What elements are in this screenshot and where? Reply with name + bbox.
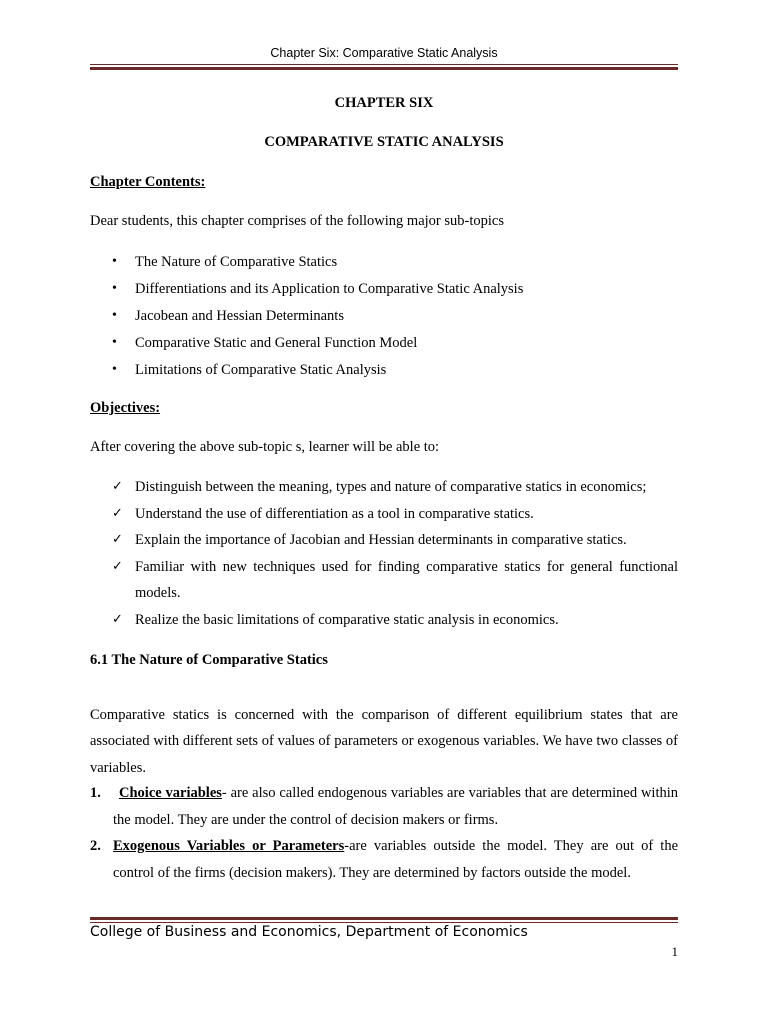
term-definition: - are also called endogenous variables are variables that are determined within the model. They are under the control of decision makers or firms. — [113, 785, 679, 828]
list-item: • Jacobean and Hessian Determinants — [112, 308, 344, 324]
list-item: ✓ Understand the use of differentiation as a tool in comparative statics. — [90, 501, 678, 528]
page-number: 1 — [671, 944, 678, 959]
list-item — [90, 833, 678, 886]
bullet-icon: • — [112, 308, 117, 323]
list-item: ✓ Familiar with new techniques used for finding comparative statics for general functional models. — [90, 554, 678, 607]
list-number: 2. — [90, 838, 101, 854]
list-item: • Differentiations and its Application to Comparative Static Analysis — [112, 281, 524, 297]
list-item — [90, 780, 678, 833]
term-choice-variables: Choice variables — [119, 785, 222, 801]
check-icon: ✓ — [112, 505, 123, 521]
footer-institution: College of Business and Economics, Department of Economics — [90, 924, 528, 940]
header-rule — [90, 64, 678, 70]
check-icon: ✓ — [112, 479, 123, 494]
chapter-title: COMPARATIVE STATIC ANALYSIS — [264, 134, 504, 150]
list-number: 1. — [90, 785, 101, 801]
bullet-icon: • — [112, 362, 117, 377]
footer-rule — [90, 917, 678, 923]
objectives-intro: After covering the above sub-topic s, learner will be able to: — [90, 439, 440, 455]
section-heading: 6.1 The Nature of Comparative Statics — [90, 652, 328, 668]
bullet-icon: • — [112, 335, 117, 350]
check-icon: ✓ — [112, 532, 123, 547]
bullet-icon: • — [112, 254, 117, 269]
section-paragraph: Comparative statics is concerned with the comparison of different equilibrium states that are associated with different sets of values of parameters or exogenous variables. We have two classes of variables. — [90, 706, 678, 776]
contents-list — [90, 252, 678, 387]
objectives-list — [90, 474, 678, 633]
objectives-heading: Objectives: — [90, 400, 161, 416]
term-exogenous-variables: Exogenous Variables or Parameters — [113, 838, 345, 854]
list-item: ✓ Realize the basic limitations of comparative static analysis in economics. — [90, 607, 678, 634]
check-icon: ✓ — [112, 558, 123, 574]
bullet-icon: • — [112, 281, 117, 296]
list-item: • Comparative Static and General Function Model — [112, 335, 418, 351]
list-item: • The Nature of Comparative Statics — [112, 254, 338, 270]
chapter-label: CHAPTER SIX — [334, 95, 434, 111]
variable-classes-list — [90, 780, 678, 886]
term-definition: -are variables outside the model. They are out of the control of the firms (decision makers). They are determined by factors outside the model. — [113, 838, 679, 881]
running-header: Chapter Six: Comparative Static Analysis — [270, 46, 498, 60]
list-item: • Limitations of Comparative Static Analysis — [112, 362, 387, 378]
check-icon: ✓ — [112, 611, 123, 627]
list-item: ✓ Explain the importance of Jacobian and Hessian determinants in comparative statics. — [90, 527, 678, 554]
list-item: ✓ Distinguish between the meaning, types and nature of comparative statics in economics; — [90, 474, 678, 501]
contents-heading: Chapter Contents: — [90, 174, 206, 190]
contents-intro: Dear students, this chapter comprises of the following major sub-topics — [90, 213, 504, 229]
